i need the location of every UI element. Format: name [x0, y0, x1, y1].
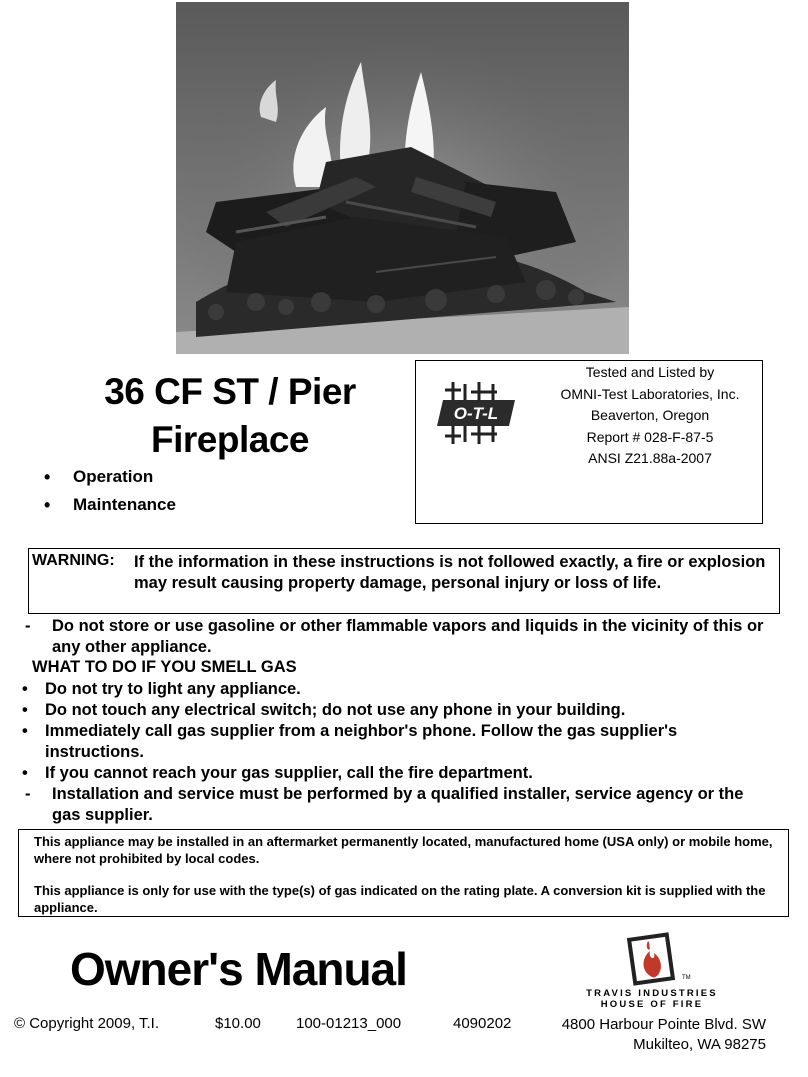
document-code: 4090202 [453, 1015, 512, 1032]
notice-paragraph: This appliance is only for use with the type(s) of gas indicated on the rating plate. A conversion kit is supplied with the appliance. [34, 883, 766, 915]
cert-line: OMNI-Test Laboratories, Inc. [560, 385, 740, 402]
list-item: • Maintenance [44, 494, 176, 515]
instruction-item: • Immediately call gas supplier from a neighbor's phone. Follow the gas supplier's instructions. [22, 722, 678, 761]
bullet-icon: • [44, 494, 51, 515]
otl-logo [435, 380, 517, 453]
product-title [60, 368, 400, 464]
trademark-mark: TM [682, 975, 691, 981]
instruction-item: • Do not touch any electrical switch; do not use any phone in your building. [22, 701, 626, 719]
otl-logo-text: O-T-L [453, 404, 499, 423]
travis-logo [612, 927, 696, 994]
smell-gas-heading: WHAT TO DO IF YOU SMELL GAS [32, 658, 297, 676]
copyright: © Copyright 2009, T.I. [14, 1015, 160, 1032]
instruction-item: - Installation and service must be performed by a qualified installer, service agency or the gas supplier. [25, 785, 744, 824]
dash-icon: - [25, 785, 31, 803]
address-line: Mukilteo, WA 98275 [633, 1036, 766, 1053]
certification-text [540, 362, 760, 470]
bullet-icon: • [22, 701, 28, 719]
fireplace-photo [176, 2, 629, 354]
warning-label: WARNING: [32, 552, 115, 569]
instruction-item: • Do not try to light any appliance. [22, 680, 301, 698]
bullet-icon: • [22, 722, 28, 740]
cert-line: Tested and Listed by [585, 364, 715, 380]
address-line: 4800 Harbour Pointe Blvd. SW [561, 1016, 766, 1033]
notice-paragraph: This appliance may be installed in an aftermarket permanently located, manufactured home (USA only) or mobile home, where not prohibited by local codes. [34, 834, 773, 866]
product-title-line1: 36 CF ST / Pier [104, 371, 356, 412]
topics-list [44, 463, 176, 519]
bullet-icon: • [44, 466, 51, 487]
warning-text: If the information in these instructions is not followed exactly, a fire or explosion may result causing property damage, personal injury or loss of life. [134, 553, 766, 592]
bullet-icon: • [22, 764, 28, 782]
price: $10.00 [215, 1015, 261, 1032]
cert-line: Beaverton, Oregon [590, 407, 710, 423]
cert-line: Report # 028-F-87-5 [586, 428, 714, 445]
list-item: • Operation [44, 466, 154, 487]
address [540, 1015, 766, 1055]
instruction-item: • If you cannot reach your gas supplier, call the fire department. [22, 764, 533, 782]
bullet-icon: • [22, 680, 28, 698]
cert-line: ANSI Z21.88a-2007 [588, 450, 712, 466]
instruction-item: - Do not store or use gasoline or other flammable vapors and liquids in the vicinity of this or any other appliance. [25, 617, 764, 656]
part-number: 100-01213_000 [296, 1015, 402, 1032]
brand-name: TRAVIS INDUSTRIES HOUSE OF FIRE [586, 988, 718, 1010]
manual-title: Owner's Manual [70, 943, 407, 995]
dash-icon: - [25, 617, 31, 635]
product-title-line2: Fireplace [151, 419, 309, 460]
